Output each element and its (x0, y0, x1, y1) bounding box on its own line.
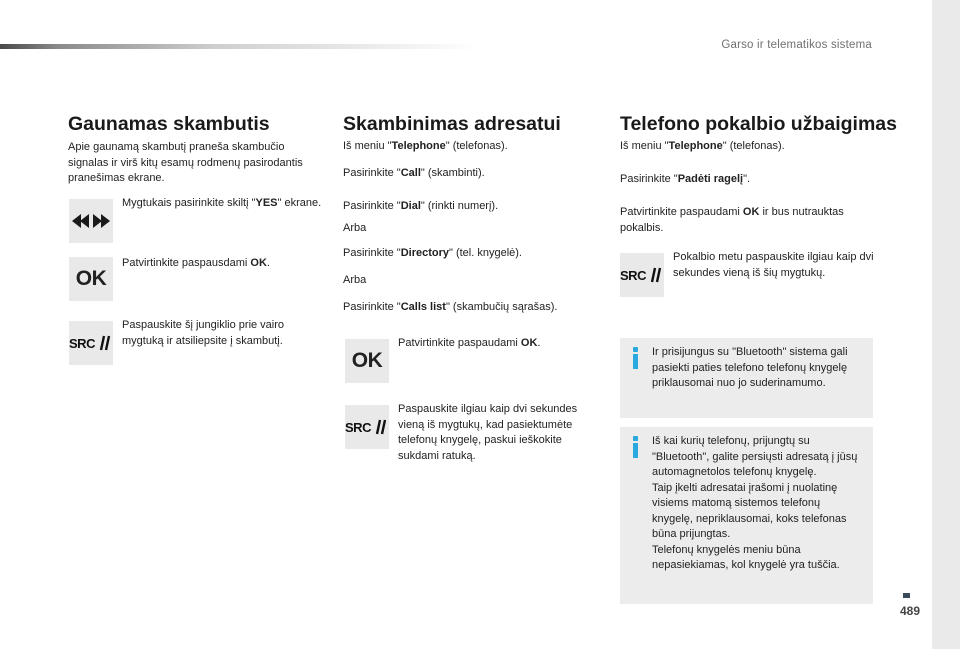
src-button-icon (69, 321, 113, 365)
call-or-2: Arba (343, 274, 367, 286)
end-step-confirm-ok: Patvirtinkite paspaudami OK ir bus nutrauktas pokalbis. (620, 206, 844, 234)
incoming-step-select-yes: Mygtukais pasirinkite skiltį "YES" ekrane. (122, 197, 322, 209)
call-or-1: Arba (343, 222, 367, 234)
src-button-icon (345, 405, 389, 449)
section-title-end-call: Telefono pokalbio užbaigimas (620, 113, 897, 135)
running-header: Garso ir telematikos sistema (721, 39, 872, 51)
src-icon-label: SRC (345, 419, 371, 435)
incoming-step-confirm-ok: Patvirtinkite paspausdami OK. (122, 257, 270, 269)
src-icon-label: SRC (69, 335, 95, 351)
phone-handset-icon (648, 267, 664, 283)
call-step-directory: Pasirinkite "Directory" (tel. knygelė). (343, 247, 522, 259)
incoming-step-answer: Paspauskite šį jungiklio prie vairo mygtuką ir atsiliepsite į skambutį. (122, 319, 285, 347)
section-title-incoming-call: Gaunamas skambutis (68, 113, 270, 135)
call-step-calls-list: Pasirinkite "Calls list" (skambučių sąrašas). (343, 301, 558, 313)
left-right-arrows-icon (71, 213, 111, 229)
arrow-buttons-icon (69, 199, 113, 243)
info-text-bluetooth-phonebook: Ir prisijungus su "Bluetooth" sistema gali pasiekti paties telefono telefonų knygelę priklausomai nuo jo suderinamumo. (652, 346, 848, 389)
info-box-transfer-contact (620, 427, 873, 604)
info-text-transfer-contact: Iš kai kurių telefonų, prijungtų su "Bluetooth", galite persiųsti adresatą į jūsų automagnetolos telefonų knygelę. Taip įkelti adresatai įrašomi į nuolatinę visiems matomą sistemos telefonų knygelę, nepriklausomai, koks telefonas būna prijungtas. Telefonų knygelės meniu būna nepasiekiamas, kol knygelė yra tuščia. (652, 435, 858, 571)
header-rule (0, 44, 480, 49)
ok-icon-label: OK (351, 349, 383, 372)
section-title-call-contact: Skambinimas adresatui (343, 113, 561, 135)
call-step-dial: Pasirinkite "Dial" (rinkti numerį). (343, 200, 499, 212)
src-icon-label: SRC (620, 267, 646, 283)
end-step-long-press: Pokalbio metu paspauskite ilgiau kaip dvi sekundes vieną iš šių mygtukų. (673, 251, 874, 279)
incoming-call-intro: Apie gaunamą skambutį praneša skambučio signalas ir virš kitų esamų rodmenų pasirodantis pranešimas ekrane. (68, 141, 303, 184)
info-icon (633, 436, 638, 458)
end-step-menu: Iš meniu "Telephone" (telefonas). (620, 140, 785, 152)
page-edge-bar (932, 0, 960, 649)
page-number: 489 (900, 604, 921, 618)
end-step-hang-up: Pasirinkite "Padėti ragelį". (620, 173, 751, 185)
ok-button-icon (69, 257, 113, 301)
phone-handset-icon (97, 335, 113, 351)
ok-button-icon (345, 339, 389, 383)
phone-handset-icon (373, 419, 389, 435)
call-step-phonebook: Paspauskite ilgiau kaip dvi sekundes vieną iš mygtukų, kad pasiektumėte telefonų knygelę, paskui ieškokite sukdami ratuką. (398, 403, 578, 462)
info-box-bluetooth-phonebook (620, 338, 873, 418)
info-icon (633, 347, 638, 369)
ok-icon-label: OK (75, 267, 107, 290)
page-marker (903, 593, 910, 598)
call-step-confirm-ok: Patvirtinkite paspaudami OK. (398, 337, 541, 349)
src-button-icon (620, 253, 664, 297)
call-step-menu: Iš meniu "Telephone" (telefonas). (343, 140, 508, 152)
call-step-call: Pasirinkite "Call" (skambinti). (343, 167, 485, 179)
